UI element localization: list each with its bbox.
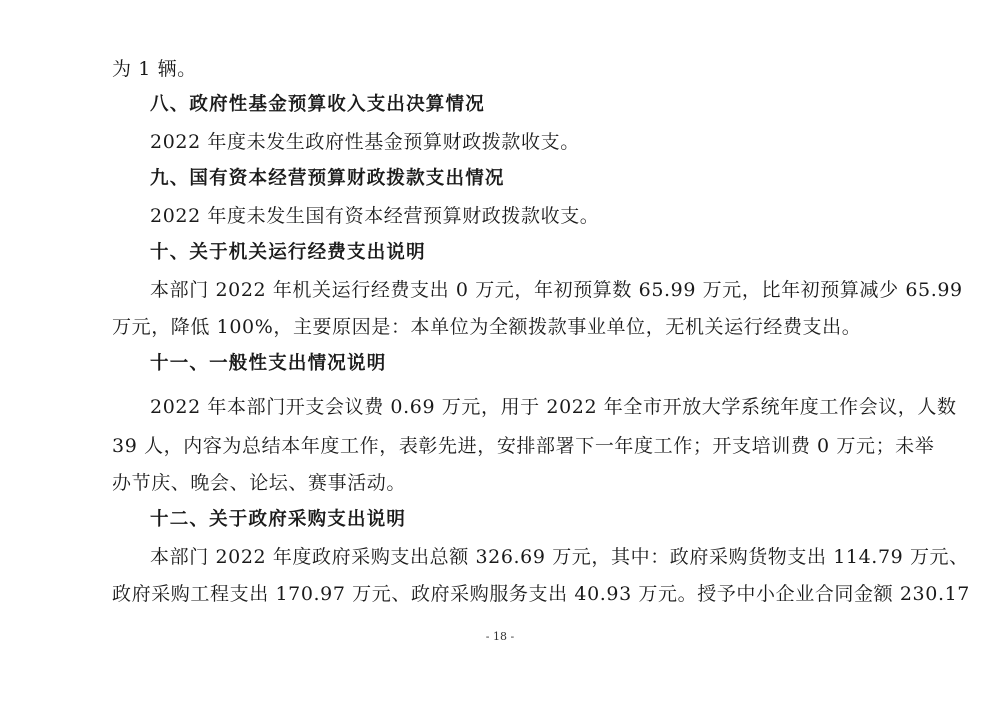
section-10-body-line-1: 本部门 2022 年机关运行经费支出 0 万元，年初预算数 65.99 万元，比年初预算减少 65.99: [150, 279, 963, 301]
section-heading-11: 十一、一般性支出情况说明: [150, 353, 387, 374]
section-heading-8: 八、政府性基金预算收入支出决算情况: [150, 94, 485, 115]
section-8-body: 2022 年度未发生政府性基金预算财政拨款收支。: [150, 131, 580, 153]
section-12-body-line-1: 本部门 2022 年度政府采购支出总额 326.69 万元，其中：政府采购货物支出 114.79 万元、: [150, 546, 969, 568]
section-12-body-line-2: 政府采购工程支出 170.97 万元、政府采购服务支出 40.93 万元。授予中小企业合同金额 230.17: [112, 583, 970, 605]
section-11-body-line-1: 2022 年本部门开支会议费 0.69 万元，用于 2022 年全市开放大学系统年度工作会议，人数: [150, 396, 957, 418]
section-heading-10: 十、关于机关运行经费支出说明: [150, 242, 426, 263]
section-10-body-line-2: 万元，降低 100%，主要原因是：本单位为全额拨款事业单位，无机关运行经费支出。: [112, 316, 862, 338]
section-11-body-line-2: 39 人，内容为总结本年度工作，表彰先进，安排部署下一年度工作；开支培训费 0 万元；未举: [112, 435, 935, 457]
paragraph-continuation: 为 1 辆。: [112, 58, 197, 80]
section-9-body: 2022 年度未发生国有资本经营预算财政拨款收支。: [150, 205, 600, 227]
section-heading-9: 九、国有资本经营预算财政拨款支出情况: [150, 168, 505, 189]
section-heading-12: 十二、关于政府采购支出说明: [150, 509, 407, 530]
page-number: - 18 -: [485, 630, 515, 643]
section-11-body-line-3: 办节庆、晚会、论坛、赛事活动。: [112, 472, 407, 494]
